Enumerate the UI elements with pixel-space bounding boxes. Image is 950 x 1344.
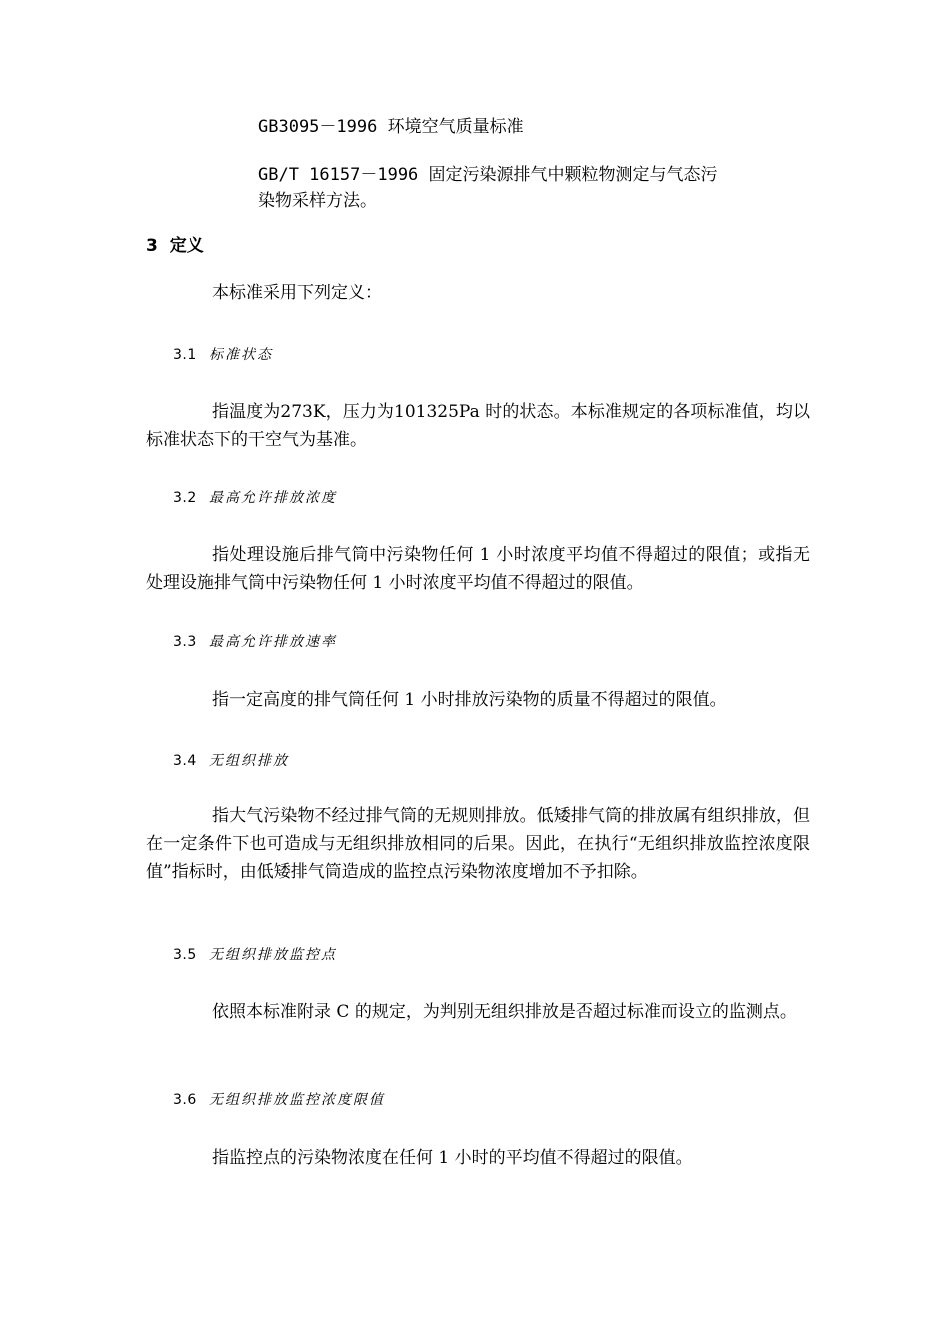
definition-term: 无组织排放监控点 (209, 947, 337, 963)
definition-heading-3-6 (173, 1089, 385, 1111)
definition-text-3-4: 指大气污染物不经过排气筒的无规则排放。低矮排气筒的排放属有组织排放，但在一定条件下也可造成与无组织排放相同的后果。因此，在执行“无组织排放监控浓度限值”指标时，由低矮排气筒造成的监控点污染物浓度增加不予扣除。 (146, 806, 810, 882)
definition-term: 最高允许排放速率 (209, 634, 337, 650)
definition-number: 3.2 (173, 490, 197, 506)
definition-term: 无组织排放 (209, 753, 289, 769)
section-intro: 本标准采用下列定义： (212, 283, 382, 303)
reference-gbt16157: GB/T 16157－1996 固定污染源排气中颗粒物测定与气态污染物采样方法。 (258, 165, 718, 211)
section-title: 定义 (169, 236, 204, 256)
definition-text-3-3: 指一定高度的排气筒任何 1 小时排放污染物的质量不得超过的限值。 (212, 690, 727, 710)
definition-text-3-2: 指处理设施后排气筒中污染物任何 1 小时浓度平均值不得超过的限值；或指无处理设施排气筒中污染物任何 1 小时浓度平均值不得超过的限值。 (146, 545, 810, 593)
definition-number: 3.1 (173, 347, 197, 363)
definition-heading-3-1 (173, 344, 273, 366)
definition-text-3-6: 指监控点的污染物浓度在任何 1 小时的平均值不得超过的限值。 (212, 1148, 693, 1168)
definition-heading-3-5 (173, 944, 337, 966)
definition-number: 3.5 (173, 947, 197, 963)
reference-gb3095: GB3095－1996 环境空气质量标准 (258, 117, 524, 137)
section-heading (146, 234, 204, 258)
definition-text-3-5: 依照本标准附录 C 的规定，为判别无组织排放是否超过标准而设立的监测点。 (212, 1002, 797, 1022)
definition-number: 3.4 (173, 753, 197, 769)
definition-term: 无组织排放监控浓度限值 (209, 1092, 385, 1108)
definition-heading-3-4 (173, 750, 289, 772)
definition-number: 3.6 (173, 1092, 197, 1108)
definition-term: 最高允许排放浓度 (209, 490, 337, 506)
definition-heading-3-3 (173, 631, 337, 653)
definition-text-3-1: 指温度为273K，压力为101325Pa 时的状态。本标准规定的各项标准值，均以标准状态下的干空气为基准。 (146, 402, 810, 450)
section-number: 3 (146, 236, 158, 256)
definition-heading-3-2 (173, 487, 337, 509)
definition-term: 标准状态 (209, 347, 273, 363)
definition-number: 3.3 (173, 634, 197, 650)
